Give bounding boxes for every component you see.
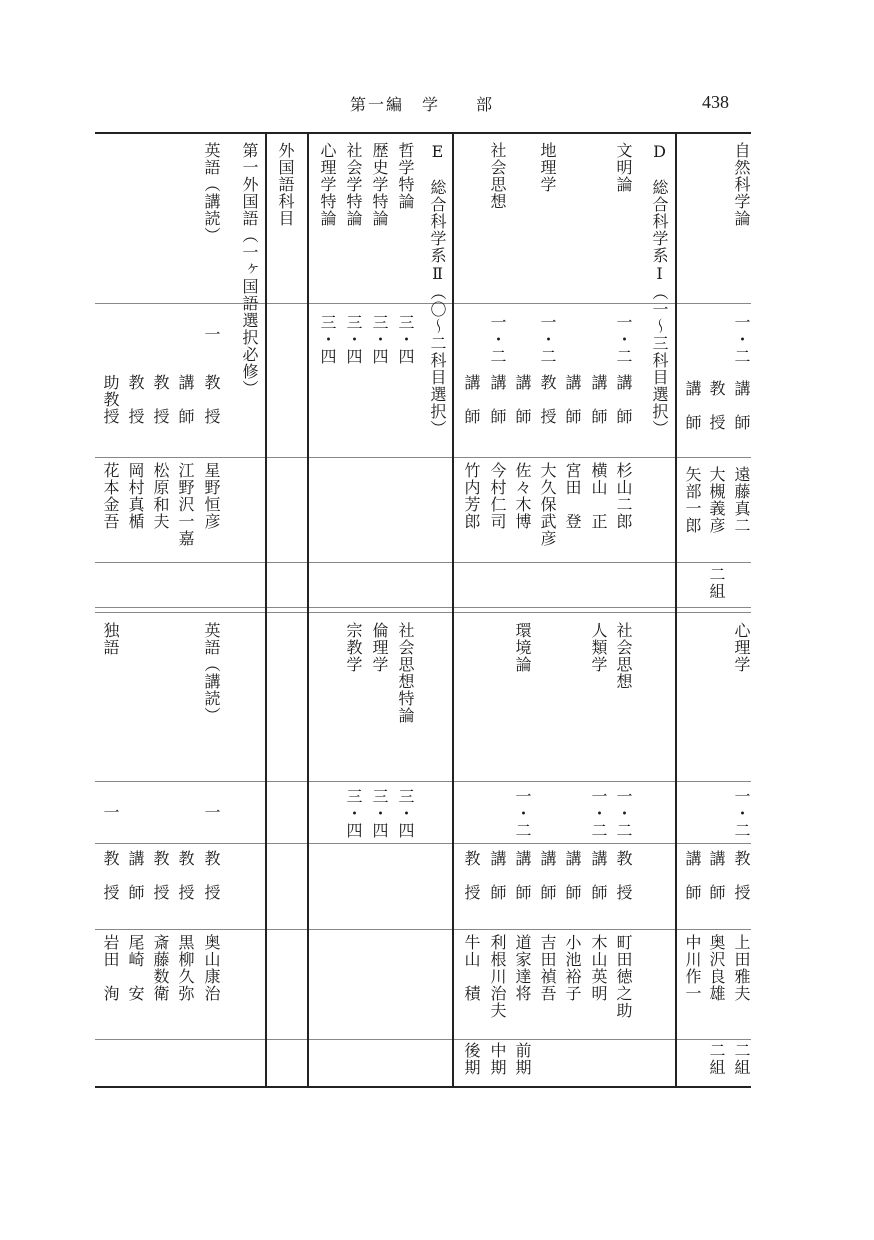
staff-title: 教 授 (151, 374, 170, 425)
staff-name: 奥山康治 (202, 934, 221, 1002)
subject-psychology: 心理学 (732, 622, 751, 673)
staff-title: 教 授 (202, 374, 221, 425)
rule-section-right (307, 132, 309, 1087)
staff-title: 教 授 (101, 850, 120, 901)
subject-D-6: 環境論 (513, 622, 532, 673)
term-german: 一 (101, 804, 120, 821)
staff-name: 町田徳之助 (614, 934, 633, 1019)
term-E-2: 三・四 (370, 314, 389, 365)
staff-name: 中川作一 (683, 934, 702, 1002)
subject-E-6: 倫理学 (370, 622, 389, 673)
staff-title: 教 授 (462, 850, 481, 901)
staff-title: 講 師 (563, 374, 582, 425)
staff-title: 教 授 (126, 374, 145, 425)
staff-title: 教 授 (732, 850, 751, 901)
staff-name: 大久保武彦 (538, 462, 557, 547)
staff-title: 講 師 (462, 374, 481, 425)
staff-title: 講 師 (126, 850, 145, 901)
staff-title: 講 師 (707, 850, 726, 901)
class-note: 二組 (707, 566, 726, 600)
staff-title: 講 師 (683, 380, 702, 431)
rule-bottom (95, 1086, 751, 1088)
term-D-3: 一・二 (488, 314, 507, 365)
staff-title: 教 授 (538, 374, 557, 425)
staff-name: 上田雅夫 (732, 934, 751, 1002)
rule-section-ef (452, 132, 454, 1087)
staff-name: 花本金吾 (101, 462, 120, 530)
staff-title: 講 師 (513, 850, 532, 901)
subject-E-5: 社会思想特論 (396, 622, 415, 724)
term-D-1: 一・二 (614, 314, 633, 365)
rule-row-9 (95, 1039, 751, 1040)
term-D-2: 一・二 (538, 314, 557, 365)
term-D-5: 一・二 (589, 788, 608, 839)
rule-row-3 (95, 562, 751, 563)
staff-title: 教 授 (707, 380, 726, 431)
rule-section-de (675, 132, 677, 1087)
staff-name: 星野恒彦 (202, 462, 221, 530)
staff-title: 講 師 (538, 850, 557, 901)
staff-title: 講 師 (513, 374, 532, 425)
staff-name: 佐々木博 (513, 462, 532, 530)
term-E-7: 三・四 (344, 788, 363, 839)
class-note: 二組 (707, 1042, 726, 1076)
staff-title: 教 授 (202, 850, 221, 901)
subject-E-3: 社会学特論 (344, 142, 363, 227)
staff-name: 岩田 洵 (101, 934, 120, 1002)
staff-title: 講 師 (589, 374, 608, 425)
staff-title: 講 師 (488, 850, 507, 901)
rule-row-7 (95, 843, 751, 844)
running-header: 第一編 学 部 (350, 95, 495, 114)
rule-row-2 (95, 457, 751, 458)
subject-natural-science: 自然科学論 (732, 142, 751, 227)
staff-name: 道家達将 (513, 934, 532, 1002)
term-E-5: 三・四 (396, 788, 415, 839)
staff-name: 横山 正 (589, 462, 608, 530)
term-E-1: 三・四 (396, 314, 415, 365)
staff-name: 木山英明 (589, 934, 608, 1002)
subject-D-5: 人類学 (589, 622, 608, 673)
period-label: 前期 (513, 1042, 532, 1076)
staff-name: 尾崎 安 (126, 934, 145, 1002)
subject-D-2: 地理学 (538, 142, 557, 193)
term-E-6: 三・四 (370, 788, 389, 839)
subject-D-3: 社会思想 (488, 142, 507, 210)
subject-english-bottom: 英語（講読） (202, 622, 221, 724)
subject-german: 独語 (101, 622, 120, 656)
term-english-bottom: 一 (202, 804, 221, 821)
staff-title: 講 師 (176, 374, 195, 425)
staff-name: 竹内芳郎 (462, 462, 481, 530)
staff-title: 講 師 (614, 374, 633, 425)
rule-row-4 (95, 607, 751, 608)
staff-title: 講 師 (683, 850, 702, 901)
subject-english-top: 英語（講読） (202, 142, 221, 244)
staff-name: 小池裕子 (563, 934, 582, 1002)
term-psychology: 一・二 (732, 788, 751, 839)
term-D-4: 一・二 (614, 788, 633, 839)
staff-name: 利根川治夫 (488, 934, 507, 1019)
staff-name: 矢部一郎 (683, 466, 702, 534)
rule-top (95, 132, 751, 134)
staff-title: 講 師 (589, 850, 608, 901)
rule-row-6 (95, 781, 751, 782)
period-label: 後期 (462, 1042, 481, 1076)
staff-name: 江野沢一嘉 (176, 462, 195, 547)
term-natural-science: 一・二 (732, 314, 751, 365)
staff-name: 宮田 登 (563, 462, 582, 530)
staff-title: 教 授 (151, 850, 170, 901)
subject-E-1: 哲学特論 (396, 142, 415, 210)
foreign-heading: 外国語科目 (276, 142, 295, 227)
staff-title: 教 授 (614, 850, 633, 901)
staff-name: 松原和夫 (151, 462, 170, 530)
staff-title: 助教授 (101, 374, 120, 425)
period-label: 中期 (488, 1042, 507, 1076)
rule-row-8 (95, 929, 751, 930)
staff-name: 岡村真楯 (126, 462, 145, 530)
staff-name: 黒柳久弥 (176, 934, 195, 1002)
staff-title: 教 授 (176, 850, 195, 901)
staff-name: 今村仁司 (488, 462, 507, 530)
subject-D-4: 社会思想 (614, 622, 633, 690)
section-D-heading: D 総合科学系Ⅰ（一〜三科目選択） (650, 142, 669, 437)
foreign-subheading: 第一外国語（一ヶ国語選択必修） (240, 142, 259, 397)
staff-title: 講 師 (488, 374, 507, 425)
subject-E-7: 宗教学 (344, 622, 363, 673)
term-english-top: 一 (202, 326, 221, 343)
page-number: 438 (702, 92, 729, 112)
rule-section-left (265, 132, 267, 1087)
class-note: 二組 (732, 1042, 751, 1076)
term-D-6: 一・二 (513, 788, 532, 839)
term-E-4: 三・四 (318, 314, 337, 365)
staff-name: 吉田禎吾 (538, 934, 557, 1002)
staff-name: 奥沢良雄 (707, 934, 726, 1002)
subject-D-1: 文明論 (614, 142, 633, 193)
staff-title: 講 師 (563, 850, 582, 901)
staff-name: 杉山二郎 (614, 462, 633, 530)
subject-E-4: 心理学特論 (318, 142, 337, 227)
staff-name: 牛山 積 (462, 934, 481, 1002)
staff-name: 大槻義彦 (707, 466, 726, 534)
staff-name: 斎藤数衛 (151, 934, 170, 1002)
subject-E-2: 歴史学特論 (370, 142, 389, 227)
staff-title: 講 師 (732, 380, 751, 431)
section-E-heading: E 総合科学系Ⅱ（〇〜二科目選択） (428, 142, 447, 437)
staff-name: 遠藤真二 (732, 466, 751, 534)
rule-row-5 (95, 612, 751, 613)
term-E-3: 三・四 (344, 314, 363, 365)
